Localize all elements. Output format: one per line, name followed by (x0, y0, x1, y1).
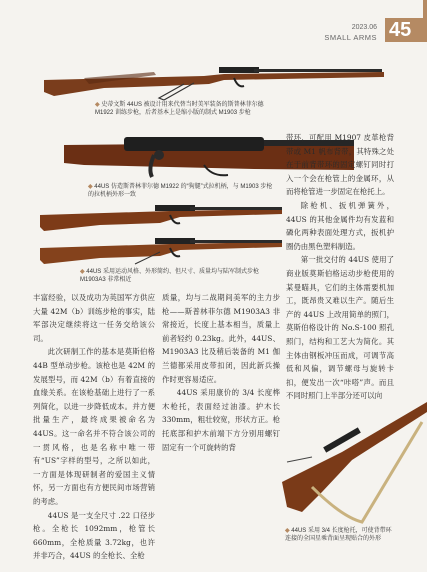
page-header (0, 0, 427, 40)
text-column-left (33, 291, 155, 563)
paragraph: 44US 采用康价的 3/4 长度桦木枪托，表面经过油漆。护木长 330mm，粗壮较宽，形状方正。枪托底部和护木前端下方分别用螺钉固定有一个可旋转的背 (162, 388, 280, 452)
caption-2-text: 44US 仿造斯普林菲尔德 M1922 的“狗腿”式拉机柄，与 M1903 步枪的拉机柄外形一致 (88, 184, 273, 199)
caption-4-text: 44US 采用 3/4 长度枪托，可使背带环连接的全国星乘背面呈现贴合的外形 (285, 528, 392, 543)
paragraph: 带环，可配用 M1907 皮革枪背带或 M1 帆布背带，其特殊之处在于前背带环的固定螺钉同时打入一个会在枪管上的金属环，从而将枪管进一步固定在枪托上。 (286, 133, 394, 197)
caption-1 (95, 101, 275, 117)
rifle-image-sling (282, 382, 427, 532)
text-column-right-top (286, 131, 394, 403)
rifle-image-3 (40, 197, 282, 233)
paragraph: 除枪机、扳机弹簧外，44US 的其他金属件均有发蓝和磷化两种表面处理方式，扳机护圈仍由黑色塑料制造。 (286, 200, 394, 251)
text-column-middle (162, 291, 280, 454)
paragraph: 此次研制工作的基本是莫斯伯格 44B 型单动步枪。该枪也是 42M 的发展型号，而 42M（b）有着直接的血缘关系。在该枪基础上进行了一系列简化，以进一步降低成本。并方便批量生产，最终成果被命名为 44US。这一命名并不符合该公司的一贯风格，也是名称中唯一带有“US”字样的型号，之所以如此，一方面是体现研制者的爱国主义情怀，另一方面也有方便民间市场营销的考虑。 (33, 347, 155, 506)
rifle-image-4 (40, 230, 282, 266)
caption-3-text: 44US 采用运动风格、外形简约、但尺寸、质量均与陆军制式步枪 M1903A3 非常相近 (80, 269, 259, 284)
paragraph: 丰富经验，以及成功为英国军方供应大量 42M（b）训练步枪的事实，陆军部决定继续将这一任务交给该公司。 (33, 293, 155, 343)
caption-marker-icon: ◆ (88, 184, 93, 190)
caption-4 (285, 527, 397, 543)
page-number: 45 (385, 18, 427, 42)
issue-date: 2023.06 (351, 24, 377, 31)
paragraph: 质量，均与二战期间美军的主力步枪——斯普林菲尔德 M1903A3 非常接近，长度上基本相当，质量上前者轻约 0.23kg。此外，44US、M1903A3 比及稍后装备的 M1 伽兰德都采用皮带扣闭，因此新兵操作时更容易适应。 (162, 293, 280, 384)
magazine-name: SMALL ARMS (324, 33, 377, 42)
caption-marker-icon: ◆ (80, 269, 85, 275)
caption-3 (80, 268, 280, 284)
caption-marker-icon: ◆ (95, 102, 100, 108)
header-accent-bar (423, 0, 427, 18)
paragraph: 第一批交付的 44US 使用了商业版莫斯伯格运动步枪使用的某曼瞄具，它们的主体需要机加工，既昂贵又难以生产。随后生产的 44US 上改用简单的照门，莫斯伯格设计的 No.S-100 照孔照门，结构和工艺大为简化。其主体由钢板冲压而成，可调节高低和风偏，调节螺母与旋转卡扣，便发出一次“咔嗒”声。而且不同时照门上半部分还可以向 (286, 255, 394, 401)
caption-marker-icon: ◆ (285, 528, 290, 534)
caption-1-text: 史蒂文斯 44US 被设计用来代替当时美军装备的斯普林菲尔德 M1922 训练步枪，后者基本上是缩小版的制式 M1903 步枪 (95, 102, 264, 117)
paragraph: 44US 是一支全尺寸 .22 口径步枪。全枪长 1092mm，枪管长 660mm，全枪质量 3.72kg，也许并非巧合，44US 的全枪长、全枪 (33, 510, 155, 561)
rifle-image-1 (44, 58, 384, 103)
